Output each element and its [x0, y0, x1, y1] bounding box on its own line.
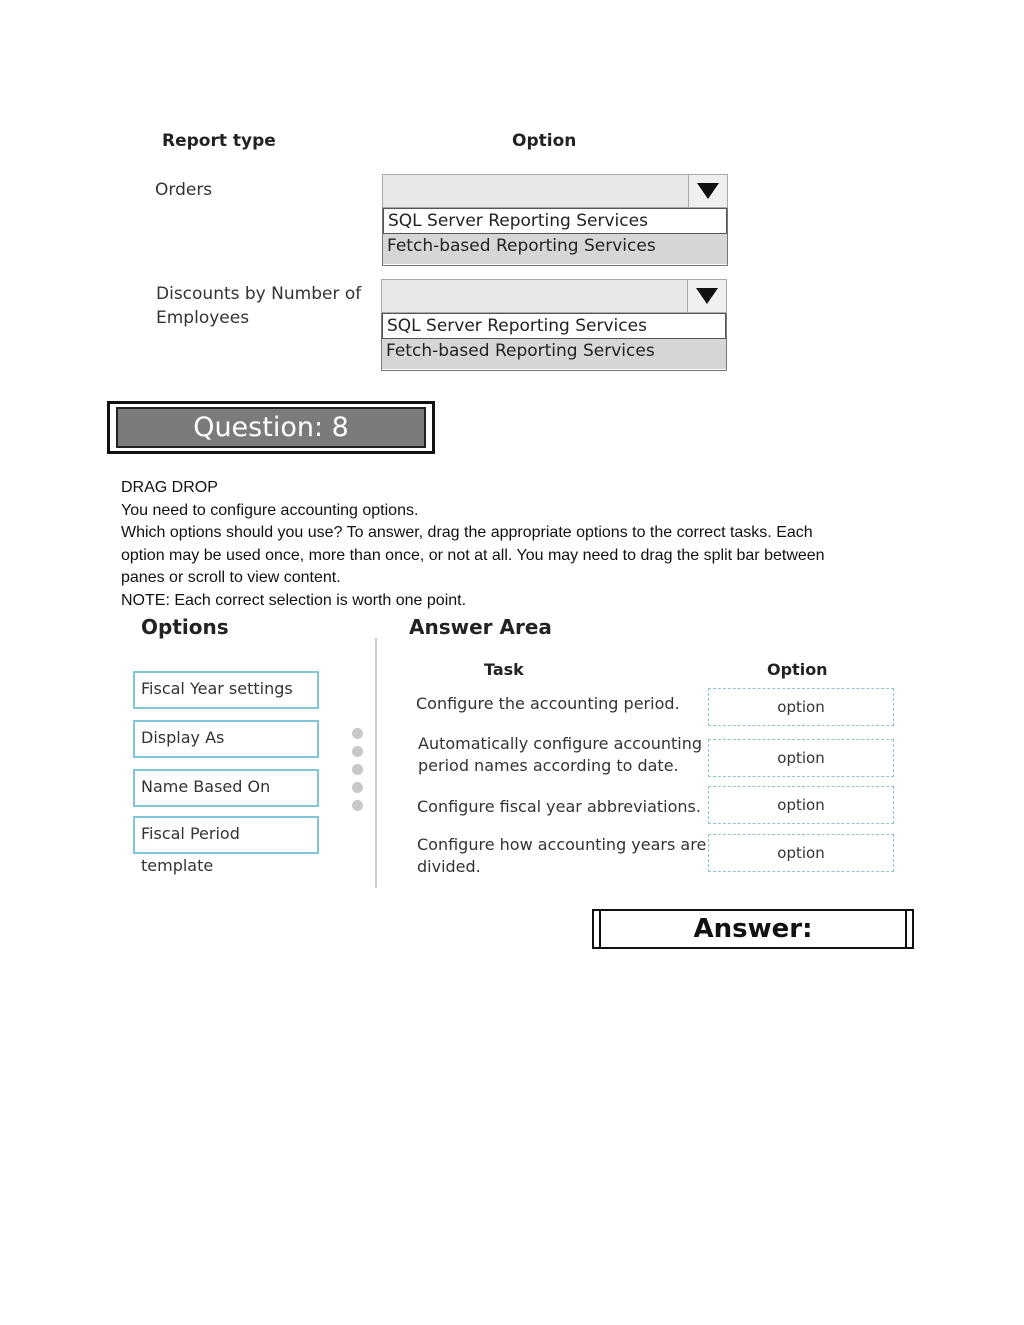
report-row-label-orders	[155, 178, 212, 202]
question-line: panes or scroll to view content.	[121, 569, 341, 586]
dropdown-list	[381, 313, 727, 371]
options-title: Options	[141, 615, 229, 639]
task-text	[417, 834, 706, 878]
dropdown-option-highlighted[interactable]: Fetch-based Reporting Services	[382, 339, 726, 369]
dropdown-option[interactable]: SQL Server Reporting Services	[382, 313, 726, 339]
question-line: Which options should you use? To answer, drag the appropriate options to the correct tasks. Each	[121, 524, 813, 541]
pane-divider[interactable]	[375, 638, 377, 888]
dropdown-option[interactable]: SQL Server Reporting Services	[383, 208, 727, 234]
grip-dot-icon	[352, 800, 363, 811]
report-row-label-line: Discounts by Number of	[156, 284, 362, 304]
question-title: Question: 8	[193, 412, 349, 443]
option-header: Option	[512, 131, 577, 151]
answer-title: Answer:	[693, 914, 813, 944]
task-text	[416, 693, 680, 715]
question-text	[121, 477, 901, 612]
dropdown-arrow-icon[interactable]	[688, 175, 727, 207]
answer-area-title: Answer Area	[409, 615, 552, 639]
question-line: option may be used once, more than once, or not at all. You may need to drag the split bar between	[121, 546, 825, 564]
grip-dot-icon	[352, 782, 363, 793]
task-line: Configure fiscal year abbreviations.	[417, 797, 701, 816]
question-line: DRAG DROP	[121, 479, 218, 496]
task-text	[418, 733, 702, 777]
report-row-label-discounts	[156, 282, 361, 330]
dropdown-field[interactable]	[382, 174, 728, 208]
grip-dot-icon	[352, 764, 363, 775]
answer-slot[interactable]: option	[708, 834, 894, 872]
task-line: Configure the accounting period.	[416, 694, 680, 713]
discounts-dropdown[interactable]	[381, 279, 727, 371]
task-line: period names according to date.	[418, 756, 679, 775]
answer-banner-inner	[599, 911, 907, 947]
task-line: Automatically configure accounting	[418, 734, 703, 753]
dropdown-list	[382, 208, 728, 266]
task-column-header: Task	[484, 660, 524, 679]
option-column-header: Option	[767, 660, 828, 679]
question-line: NOTE: Each correct selection is worth one point.	[121, 591, 467, 609]
question-line: You need to configure accounting options.	[121, 501, 419, 519]
task-text	[417, 796, 701, 818]
report-row-label-line: Orders	[155, 180, 213, 200]
dropdown-option-highlighted[interactable]: Fetch-based Reporting Services	[383, 234, 727, 264]
option-tile-name-based-on[interactable]: Name Based On	[133, 769, 319, 807]
question-banner	[107, 401, 435, 454]
task-line: Configure how accounting years are	[417, 835, 707, 854]
grip-dot-icon	[352, 746, 363, 757]
answer-slot[interactable]: option	[708, 688, 894, 726]
report-row-label-line: Employees	[156, 308, 250, 328]
option-tile-display-as[interactable]: Display As	[133, 720, 319, 758]
question-banner-inner	[116, 407, 426, 448]
grip-dot-icon	[352, 728, 363, 739]
answer-slot[interactable]: option	[708, 739, 894, 777]
split-bar-grip[interactable]	[352, 728, 363, 811]
answer-banner	[592, 909, 914, 949]
task-line: divided.	[417, 857, 481, 876]
report-type-header: Report type	[162, 131, 276, 151]
answer-slot[interactable]: option	[708, 786, 894, 824]
dropdown-field[interactable]	[381, 279, 727, 313]
orders-dropdown[interactable]	[382, 174, 728, 266]
option-tile-fiscal-year-settings[interactable]: Fiscal Year settings	[133, 671, 319, 709]
option-tile-fiscal-period-template[interactable]: Fiscal Period template	[133, 816, 319, 854]
dropdown-arrow-icon[interactable]	[687, 280, 726, 312]
